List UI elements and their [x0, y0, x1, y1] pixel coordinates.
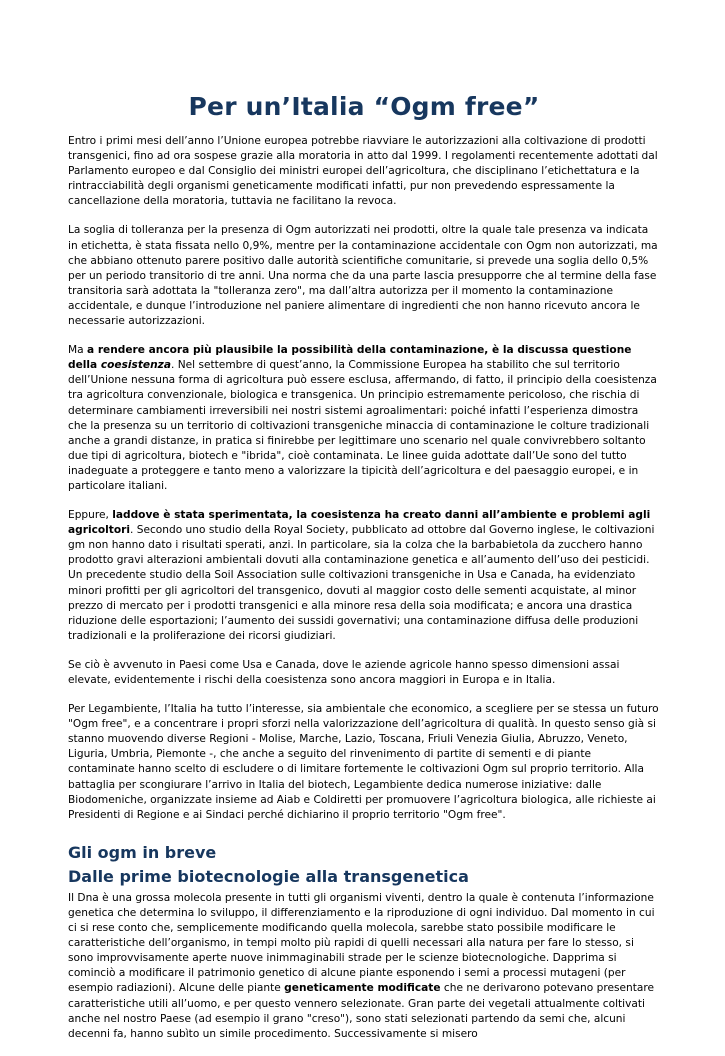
section-heading: Gli ogm in breve	[68, 842, 217, 862]
text-run: Il Dna è una grossa molecola presente in tutti gli organismi viventi, dentro la quale è contenuta l’informazione genetica che determina lo sviluppo, il differenziamento e la riproduzione di ogni individuo. Dal momento in cui ci si rese conto che, semplicemente modificando quella molecola, sarebbe stato possibile modificare le caratteristiche dell’organismo, in tempi molto più rapidi di quelli necessari alla natura per fare lo stesso, si sono improvvisamente aperte nuove inimmaginabili strade per le scienze biotecnologiche. Dapprima si cominciò a modificare il patrimonio genetico di alcune piante esponendo i semi a processi mutageni (per esempio radiazioni). Alcune delle piante	[68, 891, 655, 995]
paragraph-usa-canada: Se ciò è avvenuto in Paesi come Usa e Canada, dove le aziende agricole hanno spesso dimensioni assai elevate, evidentemente i rischi della coesistenza sono ancora maggiori in Europa e in Italia.	[68, 658, 620, 686]
text-run: Ma	[68, 344, 87, 357]
paragraph-intro: Entro i primi mesi dell’anno l’Unione europea potrebbe riavviare le autorizzazioni alla coltivazione di prodotti transgenici, fino ad ora sospese grazie alla moratoria in atto dal 1999. I regolamenti recentemente adottati dal Parlamento europeo e dal Consiglio dei ministri europei dell’agricoltura, che disciplinano l’etichettatura e la rintracciabilità degli organismi geneticamente modificati infatti, pur non prevedendo espressamente la cancellazione della moratoria, tuttavia ne facilitano la revoca.	[68, 135, 658, 208]
bold-italic-text	[101, 359, 171, 371]
text-run: . Nel settembre di quest’anno, la Commissione Europea ha stabilito che sul territorio dell’Unione nessuna forma di agricoltura può essere esclusa, affermando, di fatto, il principio della coesistenza tra agricoltura convenzionale, biologica e transgenica. Un principio estremamente pericoloso, che rischia di determinare cambiamenti irreversibili nei nostri sistemi agroalimentari: poiché infatti l’esperienza dimostra che la presenza su un territorio di coltivazioni transgeniche minaccia di contaminazione le colture tradizionali anche a grandi distanze, in pratica si finirebbe per legittimare uno scenario nel quale convivrebbero soltanto due tipi di agricoltura, biotech e "ibrida", cioè contaminata. Le linee guida adottate dall’Ue sono del tutto inadeguate a proteggere e tanto meno a valorizzare la tipicità dell’agricoltura e del paesaggio europei, e in particolare italiani.	[68, 359, 657, 492]
text-run: che ne derivarono potevano presentare caratteristiche utili all’uomo, e per questo vennero selezionate. Gran parte dei vegetali attualmente coltivati anche nel nostro Paese (ad esempio il grano "creso"), sono stati selezionati partendo da semi che, alcuni decenni fa, hanno subìto un simile procedimento. Successivamente si misero	[68, 982, 655, 1040]
paragraph-damage	[68, 508, 660, 644]
paragraph-coexistence	[68, 343, 660, 494]
document-page	[68, 90, 660, 1056]
bold-text: laddove è stata sperimentata, la coesistenza ha creato danni all’ambiente e problemi agli agricoltori	[68, 509, 651, 537]
paragraph-legambiente: Per Legambiente, l’Italia ha tutto l’interesse, sia ambientale che economico, a scegliere per se stessa un futuro "Ogm free", e a concentrare i propri sforzi nella valorizzazione dell’agricoltura di qualità. In questo senso già si stanno muovendo diverse Regioni - Molise, Marche, Lazio, Toscana, Friuli Venezia Giulia, Abruzzo, Veneto, Liguria, Umbria, Piemonte -, che anche a seguito del rinvenimento di partite di sementi e di piante contaminate hanno scelto di escludere o di limitare fortemente le coltivazioni Ogm sul proprio territorio. Alla battaglia per scongiurare l’arrivo in Italia del biotech, Legambiente dedica numerose iniziative: dalle Biodomeniche, organizzate insieme ad Aiab e Coldiretti per promuovere l’agricoltura biologica, alle richieste ai Presidenti di Regione e ai Sindaci perché dichiarino il proprio territorio "Ogm free".	[68, 703, 659, 821]
bold-text: a rendere ancora più plausibile la possibilità della contaminazione, è la discussa questione della	[68, 344, 632, 372]
bold-text: geneticamente modificate	[284, 982, 441, 995]
text-run: Eppure,	[68, 509, 113, 522]
text-run: . Secondo uno studio della Royal Society, pubblicato ad ottobre dal Governo inglese, le coltivazioni gm non hanno dato i risultati sperati, anzi. In particolare, sia la colza che la barbabietola da zucchero hanno prodotto gravi alterazioni ambientali dovuti alla contaminazione genetica e all’aumento dell’uso dei pesticidi. Un precedente studio della Soil Association sulle coltivazioni transgeniche in Usa e Canada, ha evidenziato minori profitti per gli agricoltori del transgenico, dovuti al maggior costo delle sementi acquistate, al minor prezzo di mercato per i prodotti transgenici e alla minore resa della soia modificata; e ancora una drastica riduzione delle esportazioni; l’aumento dei sussidi governativi; una contaminazione diffusa delle produzioni tradizionali e la proliferazione dei ricorsi giudiziari.	[68, 524, 655, 642]
italic-text: coesistenza	[100, 359, 171, 372]
subsection-heading: Dalle prime biotecnologie alla transgenetica	[68, 866, 469, 886]
page-title: Per un’Italia “Ogm free”	[188, 92, 540, 121]
paragraph-threshold: La soglia di tolleranza per la presenza di Ogm autorizzati nei prodotti, oltre la quale tale presenza va indicata in etichetta, è stata fissata nello 0,9%, mentre per la contaminazione accidentale con Ogm non autorizzati, ma che abbiano ottenuto parere positivo dalle autorità scientifiche comunitarie, si prevede una soglia dello 0,5% per un periodo transitorio di tre anni. Una norma che da una parte lascia presupporre che al termine della fase transitoria sarà adottata la "tolleranza zero", ma dall’altra autorizza per il momento la contaminazione accidentale, e dunque l’introduzione nel paniere alimentare di ingredienti che non hanno ricevuto ancora le necessarie autorizzazioni.	[68, 224, 658, 328]
paragraph-dna	[68, 891, 660, 1042]
